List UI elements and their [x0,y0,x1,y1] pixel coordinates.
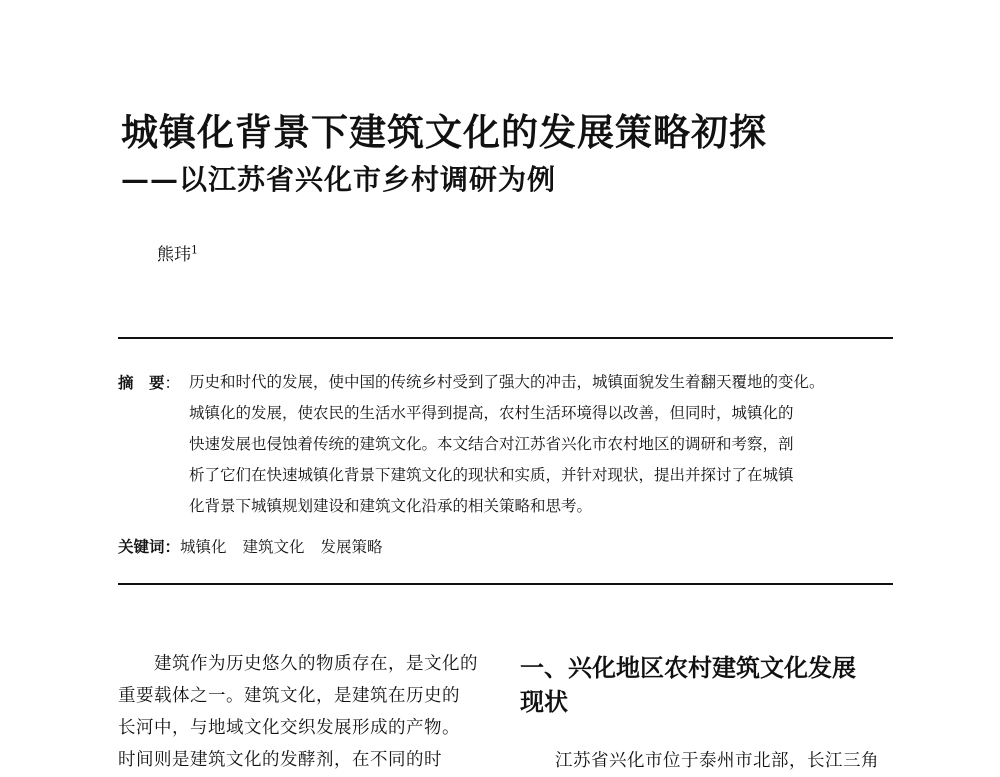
body-line: 时间则是建筑文化的发酵剂，在不同的时 [118,750,442,770]
top-divider [118,337,893,339]
body-line: 长河中，与地域文化交织发展形成的产物。 [118,718,460,738]
body-line: 重要载体之一。建筑文化，是建筑在历史的 [118,686,460,706]
keywords-label: 关键词： [118,537,181,556]
abstract-line: 快速发展也侵蚀着传统的建筑文化。本文结合对江苏省兴化市农村地区的调研和考察，剖 [189,435,794,453]
paper-subtitle: ——以江苏省兴化市乡村调研为例 [121,163,557,196]
keyword-item: 城镇化 [180,538,227,556]
abstract-line: 析了它们在快速城镇化背景下建筑文化的现状和实质，并针对现状，提出并探讨了在城镇 [189,466,794,484]
abstract-line: 化背景下城镇规划建设和建筑文化沿承的相关策略和思考。 [189,497,593,515]
body-right-column [555,745,879,777]
keyword-item: 发展策略 [320,538,383,556]
body-line: 建筑作为历史悠久的物质存在，是文化的 [118,654,478,674]
author-name: 熊玮 [157,245,191,265]
abstract-text [189,367,896,522]
keywords [118,531,399,563]
paper-title: 城镇化背景下建筑文化的发展策略初探 [121,110,767,154]
author [157,240,198,265]
author-affiliation-mark: 1 [191,243,198,257]
abstract-line: 城镇化的发展，使农民的生活水平得到提高，农村生活环境得以改善，但同时，城镇化的 [189,404,794,422]
abstract-label: 摘 要： [118,373,181,392]
body-left-column [118,648,498,776]
keyword-item: 建筑文化 [242,538,305,556]
bottom-divider [118,583,893,585]
body-line: 江苏省兴化市位于泰州市北部，长江三角 [555,751,879,771]
abstract-line: 历史和时代的发展，使中国的传统乡村受到了强大的冲击，城镇面貌发生着翻天覆地的变化。 [189,373,825,391]
section-heading: 一、兴化地区农村建筑文化发展 现状 [520,653,856,716]
